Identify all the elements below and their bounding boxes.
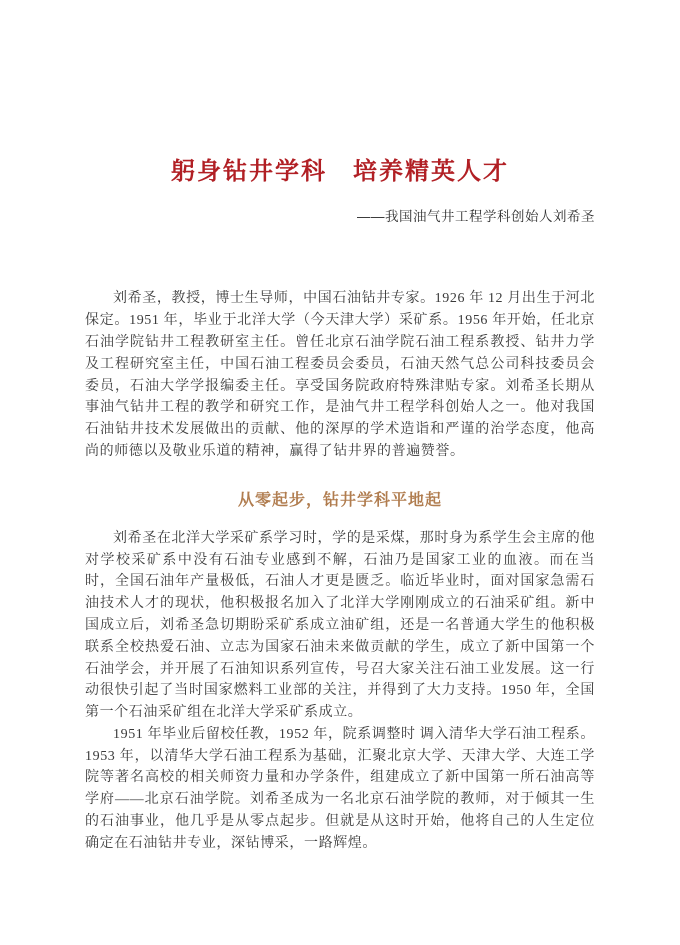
body-paragraph-1: 刘希圣在北洋大学采矿系学习时，学的是采煤，那时身为系学生会主席的他对学校采矿系中没有石油专业感到不解，石油乃是国家工业的血液。而在当时，全国石油年产量极低，石油人才更是匮乏。临近毕业时，面对国家急需石油技术人才的现状，他积极报名加入了北洋大学刚刚成立的石油采矿组。新中国成立后，刘希圣急切期盼采矿系成立油矿组，还是一名普通大学生的他积极联系全校热爱石油、立志为国家石油未来做贡献的学生，成立了新中国第一个石油学会，并开展了石油知识系列宣传，号召大家关注石油工业发展。这一行动很快引起了当时国家燃料工业部的关注，并得到了大力支持。1950 年，全国第一个石油采矿组在北洋大学采矿系成立。	[85, 530, 595, 721]
intro-paragraph: 刘希圣，教授，博士生导师，中国石油钻井专家。1926 年 12 月出生于河北保定。1951 年，毕业于北洋大学（今天津大学）采矿系。1956 年开始，任北京石油学院钻井工程教研室主任。曾任北京石油学院石油工程系教授、钻井力学及工程研究室主任，中国石油工程委员会委员，石油天然气总公司科技委员会委员，石油大学学报编委主任。享受国务院政府特殊津贴专家。刘希圣长期从事油气钻井工程的教学和研究工作，是油气井工程学科创始人之一。他对我国石油钻井技术发展做出的贡献、他的深厚的学术造诣和严谨的治学态度，他高尚的师德以及敬业乐道的精神，赢得了钻井界的普遍赞誉。	[85, 291, 595, 459]
article-body	[85, 288, 595, 854]
article-title: 躬身钻井学科 培养精英人才	[171, 159, 509, 185]
body-paragraph-2: 1951 年毕业后留校任教，1952 年，院系调整时 调入清华大学石油工程系。1953 年，以清华大学石油工程系为基础，汇聚北京大学、天津大学、大连工学院等著名高校的相关师资力量和办学条件，组建成立了新中国第一所石油高等学府——北京石油学院。刘希圣成为一名北京石油学院的教师，对于倾其一生的石油事业，他几乎是从零点起步。但就是从这时开始，他将自己的人生定位确定在石油钻井专业，深钻博采，一路辉煌。	[85, 726, 595, 851]
article-subtitle: ——我国油气井工程学科创始人刘希圣	[357, 208, 595, 224]
section-heading: 从零起步，钻井学科平地起	[237, 491, 442, 509]
